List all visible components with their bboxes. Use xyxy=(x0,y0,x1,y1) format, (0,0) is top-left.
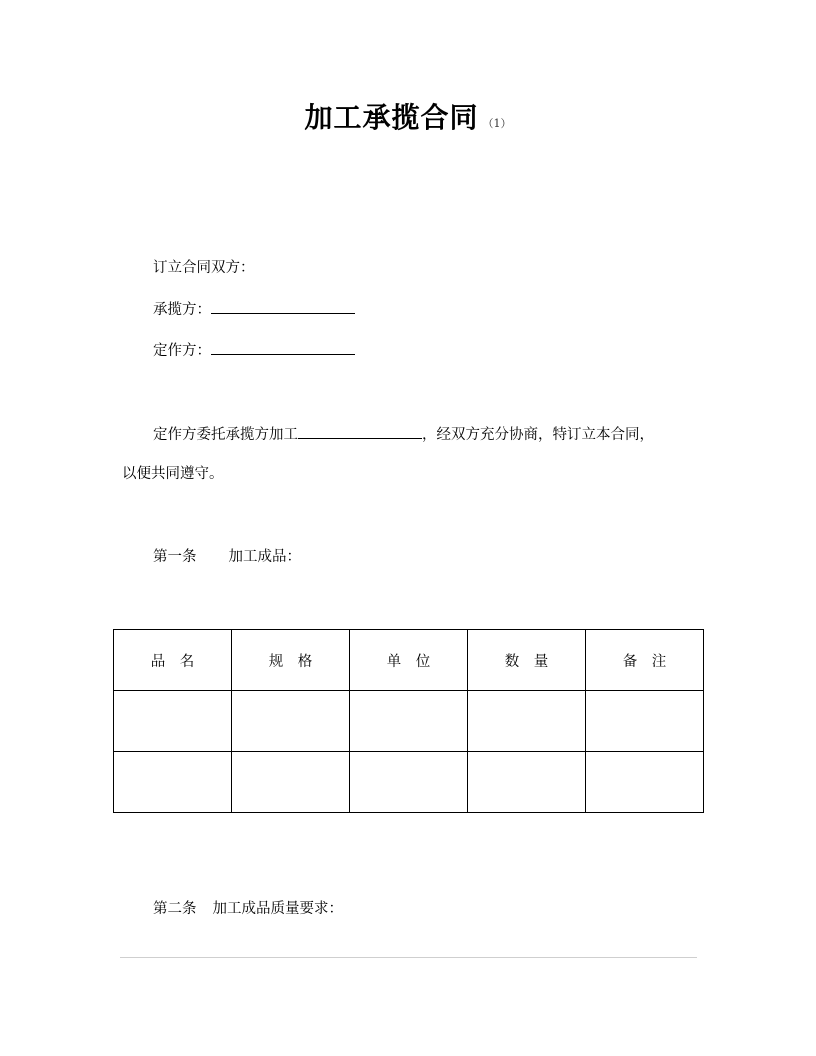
table-cell[interactable] xyxy=(114,752,232,813)
table-header-row xyxy=(114,630,704,691)
table-cell[interactable] xyxy=(350,752,468,813)
header-unit: 单 位 xyxy=(350,630,468,691)
table-cell[interactable] xyxy=(468,691,586,752)
header-product-name: 品 名 xyxy=(114,630,232,691)
article-1-heading xyxy=(153,547,301,567)
table-cell[interactable] xyxy=(468,752,586,813)
table-cell[interactable] xyxy=(114,691,232,752)
table-cell[interactable] xyxy=(350,691,468,752)
parties-heading: 订立合同双方： xyxy=(153,260,255,276)
orderer-line xyxy=(153,340,355,361)
contractor-label: 承揽方： xyxy=(153,302,211,318)
table-cell[interactable] xyxy=(586,691,704,752)
products-table xyxy=(113,629,704,813)
table-row xyxy=(114,691,704,752)
title-number: （1） xyxy=(482,117,512,130)
article-2-title: 加工成品质量要求： xyxy=(212,901,343,917)
commission-line-2: 以便共同遵守。 xyxy=(122,466,224,482)
article-1-number: 第一条 xyxy=(153,549,197,565)
article-2-heading xyxy=(153,899,343,919)
table-row xyxy=(114,752,704,813)
article-1-title: 加工成品： xyxy=(228,549,301,565)
document-title xyxy=(0,96,816,136)
contractor-blank[interactable] xyxy=(211,299,355,314)
commission-suffix: ，经双方充分协商，特订立本合同， xyxy=(422,427,654,443)
article-2-number: 第二条 xyxy=(153,901,197,917)
title-text: 加工承揽合同 xyxy=(304,101,479,134)
table-cell[interactable] xyxy=(232,691,350,752)
commission-line xyxy=(153,424,654,445)
table-cell[interactable] xyxy=(586,752,704,813)
orderer-blank[interactable] xyxy=(211,340,355,355)
header-specification: 规 格 xyxy=(232,630,350,691)
page-footer-divider xyxy=(120,957,697,958)
orderer-label: 定作方： xyxy=(153,343,211,359)
commission-blank[interactable] xyxy=(298,424,422,439)
header-quantity: 数 量 xyxy=(468,630,586,691)
table-cell[interactable] xyxy=(232,752,350,813)
contractor-line xyxy=(153,299,355,320)
commission-prefix: 定作方委托承揽方加工 xyxy=(153,427,298,443)
header-remarks: 备 注 xyxy=(586,630,704,691)
